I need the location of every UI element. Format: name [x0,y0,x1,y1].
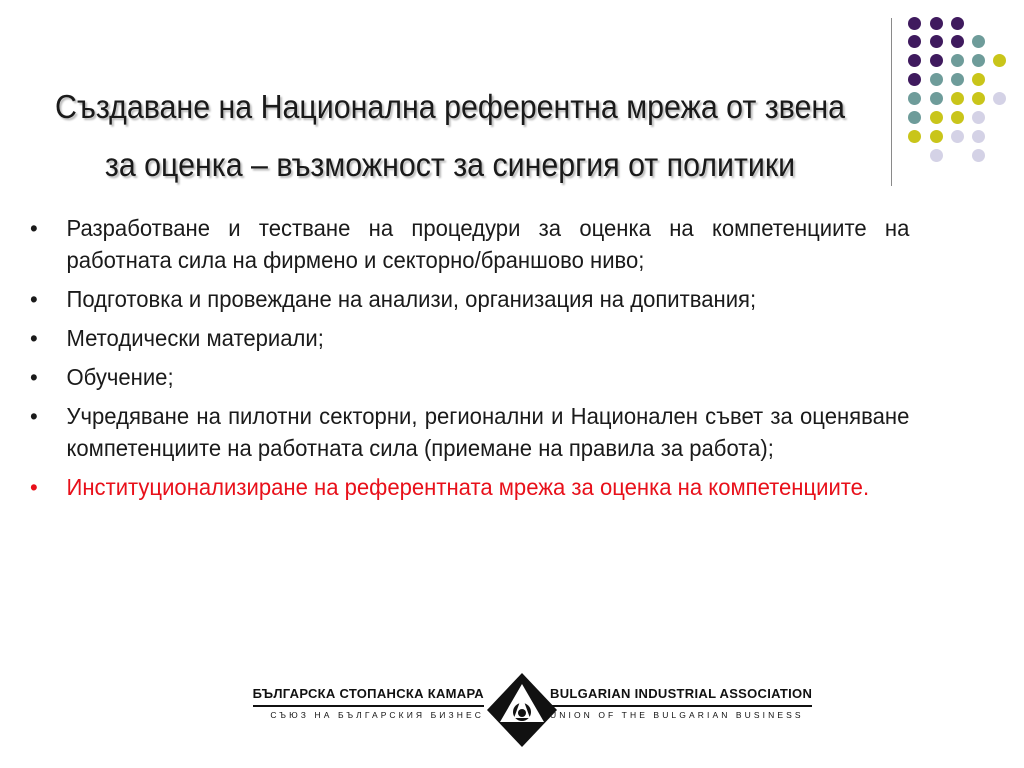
bullet-text: Методически материали; [66,325,324,351]
dot [930,149,943,162]
dot [930,35,943,48]
bullet-text: Обучение; [66,364,174,390]
bullet-item-highlighted [30,471,909,503]
dot [930,54,943,67]
footer-rule [253,705,484,707]
dot [908,54,921,67]
dot [993,92,1006,105]
dot [951,111,964,124]
dot [951,130,964,143]
dot [972,92,985,105]
footer-bg-sub: СЪЮЗ НА БЪЛГАРСКИЯ БИЗНЕС [270,710,484,720]
dot [951,17,964,30]
dot [972,54,985,67]
slide-title-line2: за оценка – възможност за синергия от политики [104,146,796,183]
bullet-text: Институционализиране на референтната мрежа за оценка на компетенциите. [66,474,870,500]
footer-bg-name: БЪЛГАРСКА СТОПАНСКА КАМАРА [252,686,484,701]
bullet-item [30,322,909,354]
dot [951,92,964,105]
footer-en-sub: UNION OF THE BULGARIAN BUSINESS [550,710,804,720]
dot [908,73,921,86]
dot [908,17,921,30]
bullet-marker: • [30,364,38,390]
bullet-item [30,212,909,276]
dot [951,35,964,48]
footer-logo-banner [224,672,813,748]
slide-title-line1: Създаване на Национална референтна мрежа от звена [55,88,845,125]
bullet-marker: • [30,325,38,351]
bullet-marker: • [30,474,38,500]
footer-rule [550,705,812,707]
dot [951,73,964,86]
bullet-marker: • [30,403,38,429]
dot [930,17,943,30]
bullet-item [30,283,909,315]
dot [972,149,985,162]
dot [930,92,943,105]
dot [930,111,943,124]
bullet-list [30,212,912,510]
bullet-text: Учредяване на пилотни секторни, регионални и Национален съвет за оценяване компетенциите на работната сила (приемане на правила за работа); [66,403,910,461]
footer-en-name: BULGARIAN INDUSTRIAL ASSOCIATION [550,686,813,701]
dot [930,130,943,143]
bullet-item [30,361,909,393]
dot [930,73,943,86]
bia-emblem-icon [486,672,558,748]
dot [972,130,985,143]
dot [908,92,921,105]
title-divider-line [891,18,892,186]
bullet-text: Подготовка и провеждане на анализи, организация на допитвания; [66,286,757,312]
dot [972,111,985,124]
footer-english-name [550,686,812,720]
slide-title [54,78,845,194]
dot [993,54,1006,67]
bullet-text: Разработване и тестване на процедури за оценка на компетенциите на работната сила на фирмено и секторно/браншово ниво; [66,215,910,273]
dot [908,35,921,48]
dot [908,130,921,143]
bullet-item [30,400,909,464]
bullet-marker: • [30,286,38,312]
dot [908,111,921,124]
dot [951,54,964,67]
dot [972,73,985,86]
bullet-marker: • [30,215,38,241]
footer-bulgarian-name [253,686,484,720]
dot [972,35,985,48]
